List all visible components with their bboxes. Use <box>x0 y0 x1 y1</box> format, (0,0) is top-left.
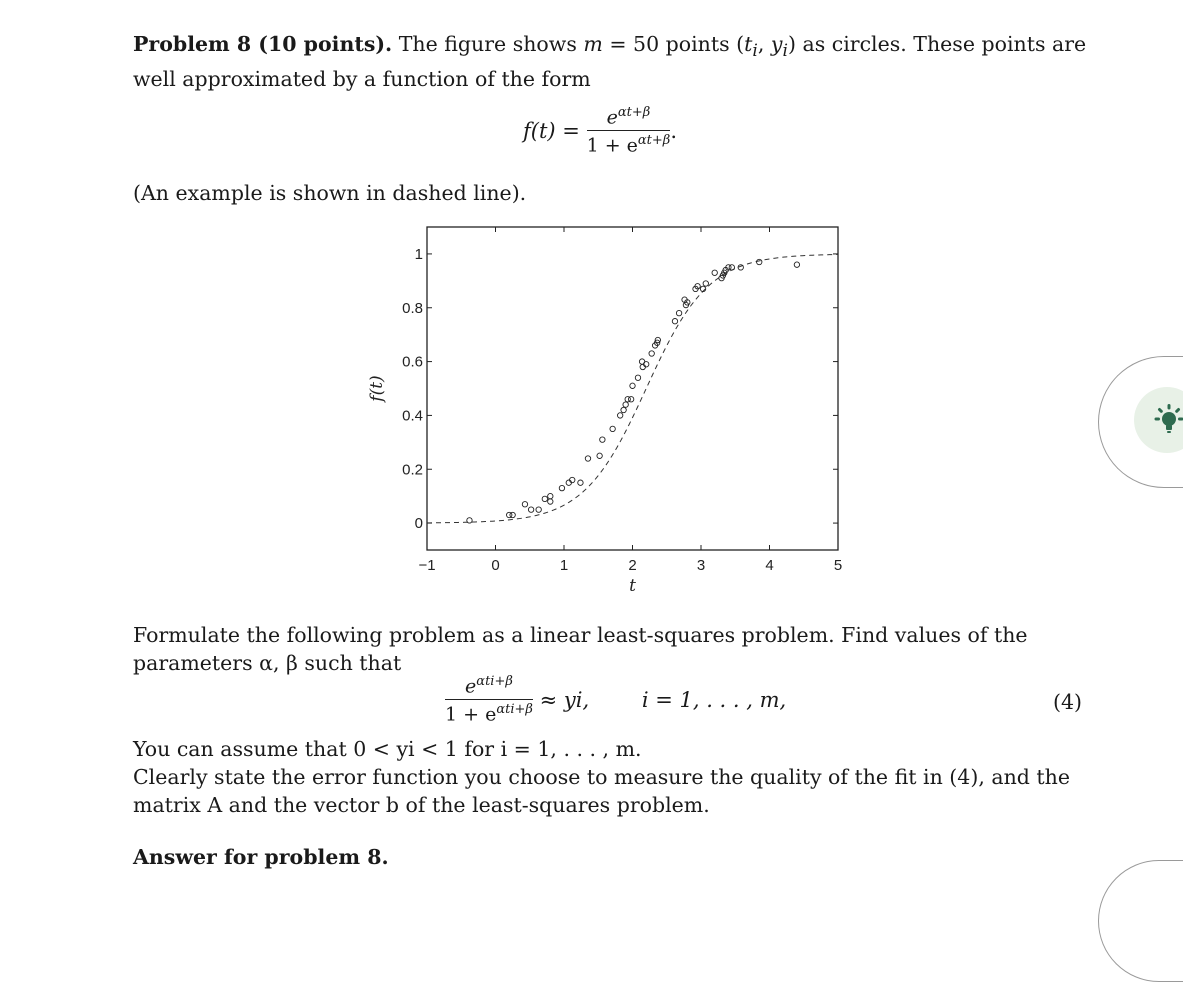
y-tick-label: 0.8 <box>402 299 423 317</box>
x-tick-label: 5 <box>833 557 843 574</box>
function-numerator: $e^{\alpha t+\beta}$ <box>587 105 671 131</box>
equation-number: (4) <box>1052 690 1082 714</box>
y-tick-label: 0.4 <box>402 407 423 425</box>
assumption-text: You can assume that 0 < yi < 1 for i = 1, . . . , m. <box>133 737 642 761</box>
answer-heading-label: Answer for problem 8. <box>133 845 389 869</box>
formulate-text: Formulate the following problem as a linear least-squares problem. Find values of the parameters α, β such that <box>133 623 1028 675</box>
function-dot: . <box>670 118 678 143</box>
least-squares-equation <box>445 674 786 726</box>
eq4-fraction <box>445 674 533 726</box>
answer-heading <box>133 843 1088 871</box>
intro-sub-i-2: i <box>782 41 788 62</box>
eq4-rhs: ≈ yi, <box>539 687 590 712</box>
x-axis-label: t <box>629 576 636 596</box>
x-tick-label: 2 <box>628 557 637 574</box>
eq4-range: i = 1, . . . , m, <box>641 687 787 712</box>
intro-point-y: y <box>770 32 783 56</box>
eq4-numerator: $e^{\alpha ti+\beta}$ <box>445 674 533 700</box>
sigmoid-scatter-chart <box>360 222 860 602</box>
function-equation <box>523 105 677 157</box>
example-note: (An example is shown in dashed line). <box>133 181 527 205</box>
y-tick-label: 1 <box>414 245 423 263</box>
x-tick-label: 4 <box>765 557 774 574</box>
intro-sub-i: i <box>752 41 758 62</box>
intro-close: ) as circles. These points are well approximated by a function of the form <box>133 32 1087 92</box>
intro-text-1: The figure shows <box>398 32 577 56</box>
bottom-side-panel[interactable] <box>1098 860 1183 982</box>
intro-eq: = 50 points ( <box>602 32 745 56</box>
y-tick-label: 0 <box>414 515 423 533</box>
y-tick-label: 0.2 <box>402 461 423 479</box>
function-denominator: $1 + e^{\alpha t+\beta}$ <box>586 133 671 157</box>
x-tick-label: 0 <box>491 557 500 574</box>
x-tick-label: 3 <box>696 557 706 574</box>
problem-heading: Problem 8 (10 points). <box>133 32 393 56</box>
y-tick-label: 0.6 <box>402 353 423 371</box>
problem-intro <box>133 30 1088 93</box>
instructions-text: Clearly state the error function you choose to measure the quality of the fit in (4), and the matrix A and the vector b of the least-squares problem. <box>133 765 1070 817</box>
function-fraction <box>587 105 671 157</box>
intro-var-m: m <box>583 32 603 56</box>
x-tick-label: 1 <box>559 557 569 574</box>
lightbulb-icon <box>1152 404 1183 438</box>
intro-comma: , <box>757 32 771 56</box>
intro-point-t: t <box>744 32 753 56</box>
function-lhs: f(t) = <box>523 118 580 143</box>
x-tick-label: −1 <box>418 557 436 574</box>
eq4-denominator: $1 + e^{\alpha ti+\beta}$ <box>445 702 533 726</box>
y-axis-label: f(t) <box>367 375 387 402</box>
